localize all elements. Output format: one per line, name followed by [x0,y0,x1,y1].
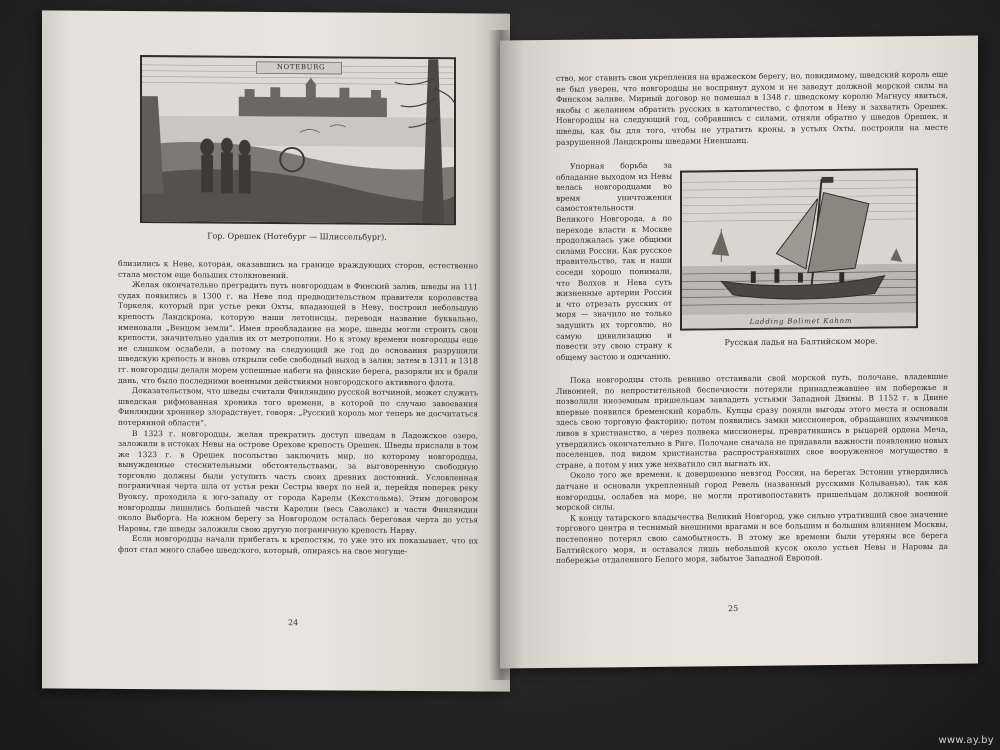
left-page-text [118,259,478,558]
right-page-top-text [556,70,948,148]
site-watermark: www.ay.by [938,735,994,746]
paragraph: К концу татарского владычества Великий Новгород, уже сильно утративший свое значение торгового центра и теснимый внешними врагами и все большим и большим влиянием Москвы, постепенно потерял свою самобытность. В этому же времени были утеряны все берега Балтийского моря, и оставался лишь небольшой кусок около устьев Невы и Наровы да побережье отдаленного Белого моря, забытое Западной Европой. [556,509,948,566]
paragraph: Если новгородцы начали прибегать к крепостям, то уже это их показывает, что их флот стал много слабее шведского, который, опираясь на свое могуще- [118,534,478,556]
paragraph: В 1323 г. новгородцы, желая прекратить доступ шведам в Ладожское озеро, заложили в истоках Невы на острове Орехове крепость Орешек. Шведы прислали в том же 1323 г. в Орешек посольство заключить мир, по которому новгородцы, вынужденные стеснительными обстоятельствами, за выговоренную свободную торговлю должны были уступить часть своих древних достояний. Условленная пограничная черта шла от устья реки Сестры вверх по ней и, перейдя поперек реку Вуоксу, проходила к юго-западу от города Карелы (Кексгольма). Этим договором новгородцы лишились большей части Карелии (весь Саволакс) и части Финляндии около Выборга. На южном берегу за Новгородом осталась береговая черта до устья Наровы, где шведы заложили свою другую пограничную крепость Нарву. [118,428,478,535]
paragraph: Доказательством, что шведы считали Финляндию русской вотчиной, может служить шведская рифмованная хроника того времени, в которой по случаю завоевания Финляндии хроникер злорадствует, говоря: „Русский король мог теперь не досчитаться потерянной области“. [118,386,478,428]
page-number-left: 24 [288,618,299,628]
paragraph: Около того же времени, к довершению невзгод России, на берегах Эстонии утвердились датчане и основали укрепленный город Ревель (названный русскими Колыванью), так как новгородцы, ослабев на море, не могли противопоставить пришельцам должной военной морской силы. [556,467,948,513]
right-page-column-text [556,161,672,363]
right-figure-caption: Русская ладья на Балтийском море. [724,336,878,348]
left-page [42,10,510,691]
page-number-right: 25 [728,604,739,614]
oreshek-fortress-engraving [140,55,456,225]
engraving-art [682,170,916,328]
paragraph: Упорная борьба за обладание выходом из Невы велась новгородцами во время уничтожения самостоятельности Великого Новгорода, а по переходе власти к Москве продолжалась уже общими силами России. Как русское правительство, так и наши соседи хорошо понимали, что Волхов и Нева суть жизненные артерии России и что отрезать русских от моря — значило не только задушить их торговлю, но самую цивилизацию и повести эту свою страну к общему застою и одичанию. [556,160,672,362]
engraving-art [142,57,454,223]
engraving-inscription: Ladding Bolimet Kahnm [749,316,853,326]
paragraph: ство, мог ставить свои укрепления на вражеском берегу, но, повидимому, шведский король еще не был уверен, что новгородцы не воспрянут духом и не заведут должной морской силы на Финском заливе. Мирный договор не помешал в 1348 г. шведскому королю Магнусу явиться, якобы с желанием обратить русских в католичество, с флотом в Неву и захватить Орешек. Новгородцы на следующий год, собравшись с силами, отняли обратно у шведов Орешек, и шведы, как бы для того, чтобы не утратить кроны, в устьях Охты, построили на месте разрушенной Ландскроны шведами Ниеншанц. [556,69,948,147]
engraving-title-cartouche: NOTEBURG [276,63,326,72]
right-page [500,35,978,668]
left-figure-caption: Гор. Орешек (Нотебург — Шлиссельбург). [207,231,387,242]
russian-boat-engraving [680,168,918,330]
paragraph: Желая окончательно преградить путь новгородцам в Финский залив, шведы на 111 судах появились в 1300 г. на Неве под предводительством правителя королевства Торкеля, который при устье реки Охты, впадающей в Неву, построил небольшую крепость Ландскрона, которую наши летописцы, переводя название буквально, именовали „Венцом земли“. Имея преобладание на море, шведы могли строить свои крепости, значительно удалив их от метрополии. Но к этому времени новгородцы еще не слишком ослабели, а потому на следующий же год до основания разрушили шведскую крепость и вновь открыли себе свободный выход в залив; затем в 1311 и 1318 гг. новгородцы делали морем успешные набеги на финские берега, разоряли их и брали дань, что было последними военными действиями новгородского активного флота. [118,280,478,387]
paragraph: Пока новгородцы столь ревниво отстаивали свой морской путь, полочане, владевшие Ливонией, по непростительной беспечности потеряли принадлежавшее им побережье и позволили иноземным пришельцам завладеть устьями Западной Двины. В 1152 г. в Двине впервые появился бременский корабль. Купцы сразу поняли выгоды этого места и основали здесь свою торговую факторию; потом появились замки миссионеров, обращавших язычников ливов в христианство, а через полвека миссионеры, превратившись в рыцарей ордена Меча, утвердились окончательно в Риге. Полочане сначала не придавали важности появлению новых поселенцев, под видом христианства распространявших свое вооруженное могущество в стране, а потом у них уже нехватило сил выгнать их. [556,371,948,470]
paragraph: близились к Неве, которая, оказавшись на границе враждующих сторон, естественно стала местом еще больших столкновений. [118,258,478,280]
right-page-bottom-text [556,372,948,567]
